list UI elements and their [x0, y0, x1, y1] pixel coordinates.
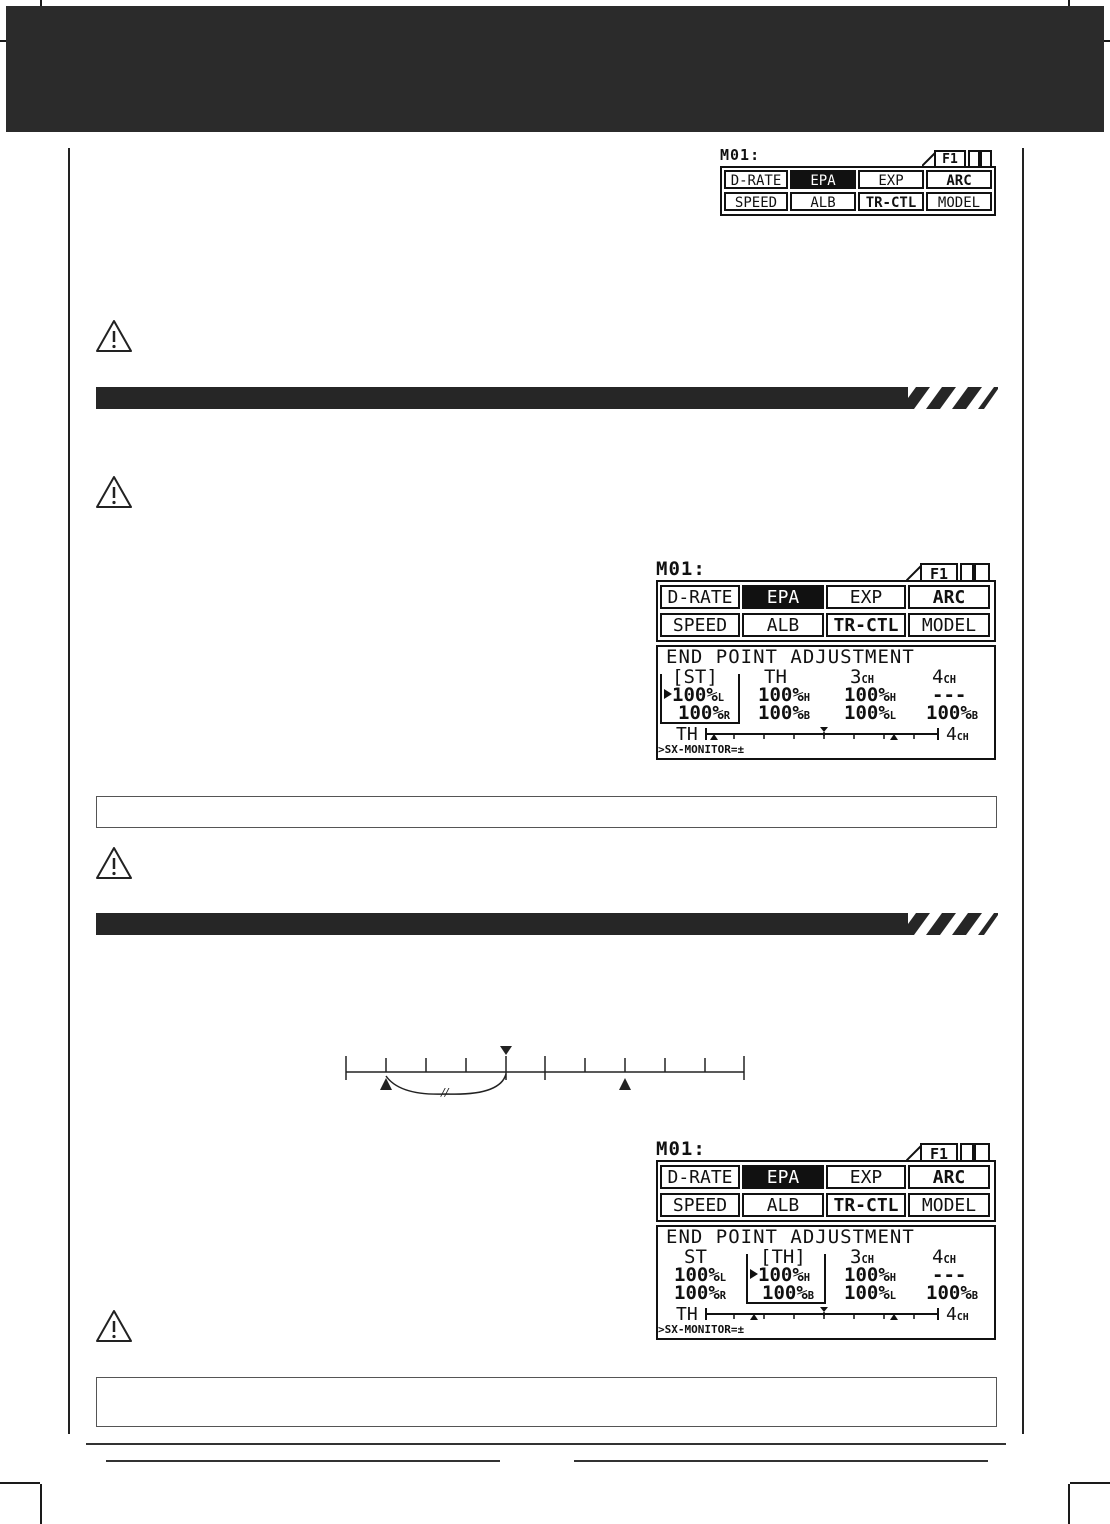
footer-rule: [86, 1443, 1006, 1445]
tab-f2[interactable]: [968, 150, 980, 166]
value-suffix: B: [807, 1290, 815, 1302]
ch-suffix: CH: [956, 1312, 969, 1323]
model-label: M01:: [656, 558, 706, 580]
menu-item-epa[interactable]: EPA: [742, 1165, 824, 1189]
lcd-epa-th: [654, 1138, 998, 1342]
value-text: 100%: [674, 1282, 720, 1304]
menu-item-tr-ctl[interactable]: TR-CTL: [858, 192, 924, 211]
col-head-st[interactable]: ST: [684, 1246, 707, 1268]
value-suffix: L: [889, 710, 897, 722]
throttle-bar-graph: [704, 1306, 944, 1322]
bar-end-4ch: [946, 726, 969, 744]
menu-item-epa[interactable]: EPA: [742, 585, 824, 609]
value-text: 100%: [674, 1264, 720, 1286]
value-suffix: L: [889, 1290, 897, 1302]
model-label: M01:: [720, 146, 761, 164]
menu-item-tr-ctl[interactable]: TR-CTL: [826, 1193, 906, 1217]
value-text: 100%: [844, 684, 890, 706]
menu-item-model[interactable]: MODEL: [926, 192, 992, 211]
footer-rule-left: [106, 1460, 500, 1462]
menu-item-exp[interactable]: EXP: [826, 1165, 906, 1189]
note-box: [96, 796, 997, 828]
value-suffix: H: [803, 692, 811, 704]
bar-end-4ch: [946, 1306, 969, 1324]
tab-f1[interactable]: F1: [920, 1143, 958, 1161]
value-text: 100%: [926, 702, 972, 724]
note-box: [96, 1377, 997, 1427]
value-suffix: L: [719, 1272, 727, 1284]
menu-item-d-rate[interactable]: D-RATE: [660, 1165, 740, 1189]
right-margin-rule: [1022, 148, 1024, 1434]
value-3ch-l[interactable]: [844, 704, 896, 723]
menu-item-model[interactable]: MODEL: [908, 613, 990, 637]
warning-icon: [94, 1308, 134, 1344]
screen-title: END POINT ADJUSTMENT: [666, 1226, 915, 1248]
value-text: 100%: [844, 1282, 890, 1304]
value-suffix: R: [719, 1290, 727, 1302]
crop-mark: [0, 1482, 40, 1484]
left-margin-rule: [68, 148, 70, 1434]
col-head-4-num: 4: [932, 666, 944, 688]
value-th-b[interactable]: [762, 1284, 814, 1303]
menu-item-exp[interactable]: EXP: [826, 585, 906, 609]
ch-suffix: CH: [943, 674, 957, 686]
cursor-arrow-icon: [664, 689, 672, 699]
value-3ch-l[interactable]: [844, 1284, 896, 1303]
value-text: 100%: [844, 702, 890, 724]
value-text: 100%: [758, 684, 804, 706]
menu-item-speed[interactable]: SPEED: [660, 613, 740, 637]
menu-item-exp[interactable]: EXP: [858, 170, 924, 189]
col-head-3-num: 3: [850, 666, 862, 688]
col-head-st[interactable]: [ST]: [672, 666, 718, 688]
tab-f3[interactable]: [980, 150, 992, 166]
value-th-b[interactable]: [758, 704, 810, 723]
crop-mark: [1070, 1482, 1110, 1484]
tab-f3[interactable]: [974, 1143, 990, 1161]
model-label: M01:: [656, 1138, 706, 1160]
value-suffix: L: [717, 692, 725, 704]
value-suffix: H: [889, 1272, 897, 1284]
crop-mark: [40, 1484, 42, 1524]
menu-item-alb[interactable]: ALB: [742, 1193, 824, 1217]
menu-item-arc[interactable]: ARC: [926, 170, 992, 189]
menu-item-alb[interactable]: ALB: [742, 613, 824, 637]
value-text: 100%: [762, 1282, 808, 1304]
trim-scale-diagram: [340, 1040, 752, 1100]
value-suffix: H: [803, 1272, 811, 1284]
section-heading-bar: [96, 387, 908, 409]
throttle-bar-graph: [704, 726, 944, 742]
slash-decoration: [900, 387, 998, 409]
page-header-band: [6, 6, 1104, 132]
ch-suffix: CH: [943, 1254, 957, 1266]
value-text: 100%: [758, 702, 804, 724]
value-4ch-empty[interactable]: ---: [932, 684, 967, 706]
warning-icon: [94, 318, 134, 354]
menu-item-arc[interactable]: ARC: [908, 1165, 990, 1189]
section-heading-bar: [96, 913, 908, 935]
menu-item-arc[interactable]: ARC: [908, 585, 990, 609]
menu-item-d-rate[interactable]: D-RATE: [724, 170, 788, 189]
menu-item-alb[interactable]: ALB: [790, 192, 856, 211]
value-suffix: R: [723, 710, 731, 722]
ch-suffix: CH: [861, 674, 875, 686]
footer-rule-right: [574, 1460, 988, 1462]
col-head-th[interactable]: TH: [764, 666, 787, 688]
tab-f3[interactable]: [974, 563, 990, 581]
monitor-line: >SX-MONITOR=±: [658, 1323, 745, 1336]
value-st-r[interactable]: [678, 704, 730, 723]
value-4ch-b[interactable]: [926, 704, 978, 723]
col-head-4-num: 4: [932, 1246, 944, 1268]
menu-item-d-rate[interactable]: D-RATE: [660, 585, 740, 609]
tab-f2[interactable]: [960, 563, 974, 581]
warning-icon: [94, 474, 134, 510]
slash-decoration: [900, 913, 998, 935]
value-text: 100%: [678, 702, 724, 724]
bar-label-th: TH: [676, 724, 698, 745]
col-head-th[interactable]: [TH]: [760, 1246, 806, 1268]
col-head-3-num: 3: [850, 1246, 862, 1268]
menu-item-tr-ctl[interactable]: TR-CTL: [826, 613, 906, 637]
menu-item-epa[interactable]: EPA: [790, 170, 856, 189]
value-st-r[interactable]: [674, 1284, 726, 1303]
tab-f2[interactable]: [960, 1143, 974, 1161]
screen-title: END POINT ADJUSTMENT: [666, 646, 915, 668]
value-suffix: B: [971, 1290, 979, 1302]
menu-item-model[interactable]: MODEL: [908, 1193, 990, 1217]
value-suffix: H: [889, 692, 897, 704]
monitor-line: >SX-MONITOR=±: [658, 743, 745, 756]
warning-icon: [94, 845, 134, 881]
value-text: 100%: [758, 1264, 804, 1286]
lcd-menu-small: [718, 146, 998, 218]
value-4ch-b[interactable]: [926, 1284, 978, 1303]
lcd-epa-st: [654, 558, 998, 762]
ch-suffix: CH: [956, 732, 969, 743]
tab-f1[interactable]: F1: [934, 150, 966, 166]
bar-end-num: 4: [946, 1304, 957, 1325]
value-text: 100%: [844, 1264, 890, 1286]
break-mark: //: [441, 1086, 449, 1099]
bar-end-num: 4: [946, 724, 957, 745]
value-suffix: B: [803, 710, 811, 722]
value-text: 100%: [926, 1282, 972, 1304]
value-4ch-empty[interactable]: ---: [932, 1264, 967, 1286]
ch-suffix: CH: [861, 1254, 875, 1266]
bar-label-th: TH: [676, 1304, 698, 1325]
crop-mark: [1068, 1484, 1070, 1524]
tab-f1[interactable]: F1: [920, 563, 958, 581]
value-text: 100%: [672, 684, 718, 706]
menu-item-speed[interactable]: SPEED: [724, 192, 788, 211]
cursor-arrow-icon: [750, 1269, 758, 1279]
value-suffix: B: [971, 710, 979, 722]
menu-item-speed[interactable]: SPEED: [660, 1193, 740, 1217]
